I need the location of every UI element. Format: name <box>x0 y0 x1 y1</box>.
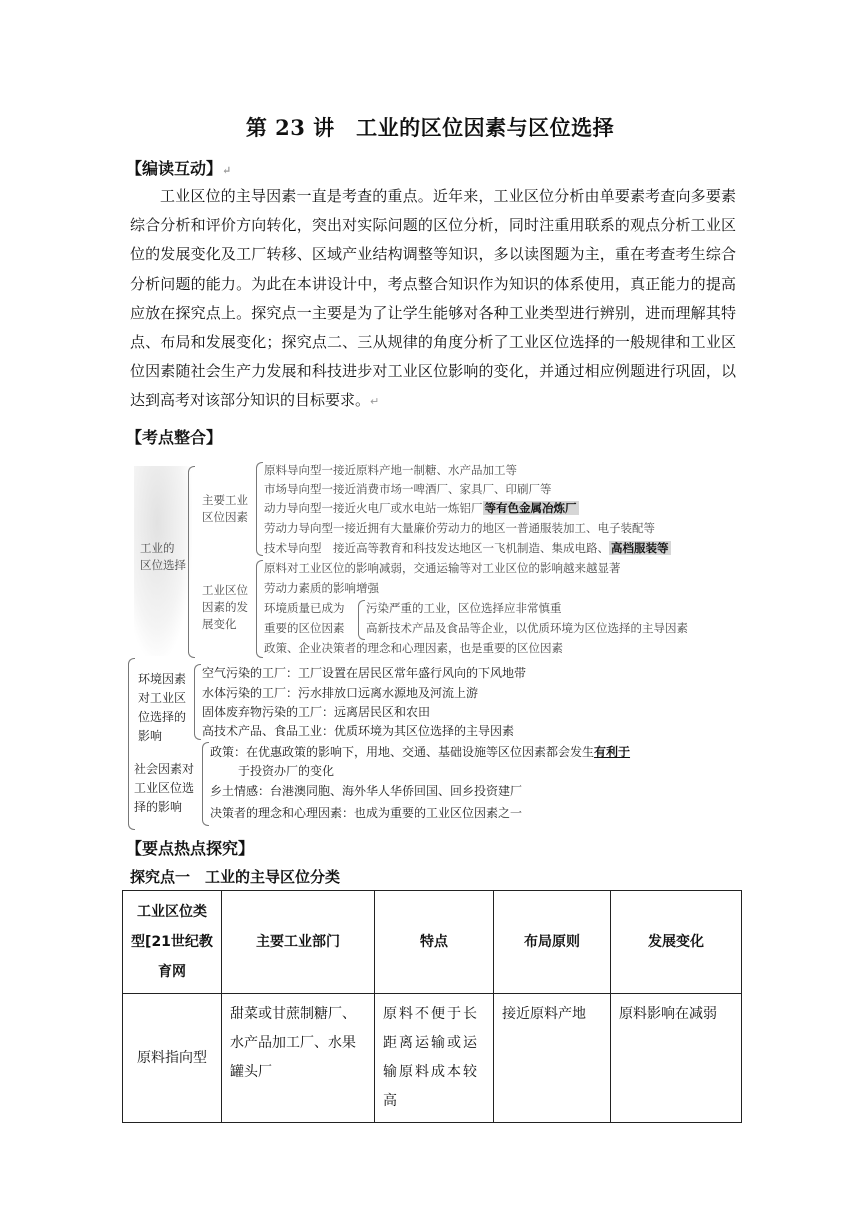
table-header: 特点 <box>375 891 494 994</box>
diagram-line: 高新技术产品及食品等企业，以优质环境为区位选择的主导因素 <box>366 621 688 635</box>
diagram-group-main-factors: 主要工业 区位因素 <box>202 493 248 524</box>
table-cell: 甜菜或甘蔗制糖厂、水产品加工厂、水果罐头厂 <box>222 994 375 1123</box>
diagram-line: 市场导向型一接近消费市场一啤酒厂、家具厂、印刷厂等 <box>264 482 552 496</box>
knowledge-diagram <box>126 460 738 828</box>
diagram-line: 空气污染的工厂：工厂设置在居民区常年盛行风向的下风地带 <box>202 666 527 680</box>
diagram-line: 固体废弃物污染的工厂：远离居民区和农田 <box>202 705 431 719</box>
diagram-group-development: 工业区位 因素的发 展变化 <box>202 583 248 631</box>
section-heading-kaodian: 【考点整合】 <box>126 428 223 447</box>
diagram-line: 环境质量已成为 <box>264 601 345 615</box>
diagram-bracket <box>358 600 365 640</box>
table-header-row <box>123 891 742 994</box>
diagram-line: 政策、企业决策者的理念和心理因素，也是重要的区位因素 <box>264 641 563 655</box>
diagram-bracket <box>188 466 195 658</box>
diagram-bracket <box>194 664 201 740</box>
diagram-root-social: 社会因素对 工业区位选 择的影响 <box>134 762 195 814</box>
table-cell: 原料影响在减弱 <box>611 994 742 1123</box>
diagram-bracket <box>256 560 263 658</box>
diagram-bracket <box>256 462 263 556</box>
diagram-line: 于投资办厂的变化 <box>238 764 335 778</box>
diagram-line: 政策：在优惠政策的影响下，用地、交通、基础设施等区位因素都会发生有利于 <box>210 745 631 759</box>
page-title: 第 23 讲 工业的区位因素与区位选择 <box>245 115 615 140</box>
diagram-line: 原料导向型一接近原料产地一制糖、水产品加工等 <box>264 463 517 477</box>
section-heading-intro: 【编读互动】↵ <box>126 159 232 178</box>
diagram-line: 重要的区位因素 <box>264 621 345 635</box>
diagram-line: 水体污染的工厂：污水排放口远离水源地及河流上游 <box>202 686 479 700</box>
diagram-line: 原料对工业区位的影响减弱，交通运输等对工业区位的影响越来越显著 <box>264 561 621 575</box>
diagram-line: 决策者的理念和心理因素：也成为重要的工业区位因素之一 <box>210 806 523 820</box>
diagram-bracket <box>202 742 209 826</box>
table-header: 主要工业部门 <box>222 891 375 994</box>
diagram-line: 劳动力素质的影响增强 <box>264 581 379 595</box>
table-header: 工业区位类型[21世纪教育网 <box>123 891 222 994</box>
industry-location-table <box>122 890 742 1123</box>
diagram-line: 动力导向型一接近火电厂或水电站一炼铝厂 等有色金属冶炼厂 <box>264 501 577 515</box>
explore-point-heading: 探究点一 工业的主导区位分类 <box>130 868 341 886</box>
diagram-highlight: 高档服装等 <box>611 541 669 555</box>
table-cell: 接近原料产地 <box>494 994 611 1123</box>
diagram-line: 技术导向型 接近高等教育和科技发达地区一飞机制造、集成电路、 高档服装等 <box>264 541 669 555</box>
diagram-root-industrial-location: 工业的 区位选择 <box>140 541 186 572</box>
diagram-line: 乡土情感：台港澳同胞、海外华人华侨回国、回乡投资建厂 <box>210 784 523 798</box>
diagram-line: 污染严重的工业，区位选择应非常慎重 <box>366 601 562 615</box>
section-heading-hot: 【要点热点探究】 <box>126 839 255 858</box>
diagram-highlight: 等有色金属冶炼厂 <box>484 501 577 515</box>
table-cell: 原料不便于长距离运输或运输原料成本较高 <box>375 994 494 1123</box>
intro-paragraph: 工业区位的主导因素一直是考查的重点。近年来，工业区位分析由单要素考查向多要素综合分析和评价方向转化，突出对实际问题的区位分析，同时注重用联系的观点分析工业区位的发展变化及工厂转移、区域产业结构调整等知识，多以读图题为主，重在考查考生综合分析问题的能力。为此在本讲设计中，考点整合知识作为知识的体系使用，真正能力的提高应放在探究点上。探究点一主要是为了让学生能够对各种工业类型进行辨别，进而理解其特点、布局和发展变化；探究点二、三从规律的角度分析了工业区位选择的一般规律和工业区位因素随社会生产力发展和科技进步对工业区位影响的变化，并通过相应例题进行巩固，以达到高考对该部分知识的目标要求。↵ <box>130 187 736 410</box>
diagram-line: 高技术产品、食品工业：优质环境为其区位选择的主导因素 <box>202 724 515 738</box>
table-header: 布局原则 <box>494 891 611 994</box>
diagram-root-environment: 环境因素 对工业区 位选择的 影响 <box>138 672 187 743</box>
table-header: 发展变化 <box>611 891 742 994</box>
table-row <box>123 994 742 1123</box>
table-cell: 原料指向型 <box>123 994 222 1123</box>
diagram-line: 劳动力导向型一接近拥有大量廉价劳动力的地区一普通服装加工、电子装配等 <box>264 521 655 535</box>
